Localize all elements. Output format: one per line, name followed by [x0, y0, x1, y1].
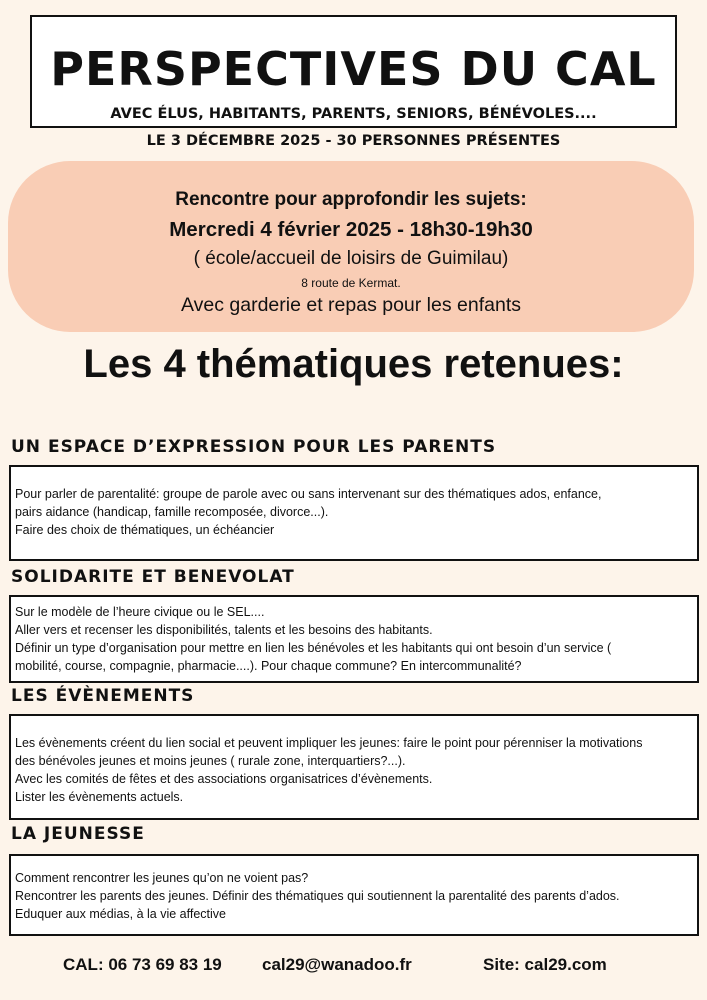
section-text-line: pairs aidance (handicap, famille recomposée, divorce...). [15, 505, 329, 519]
contact-phone: CAL: 06 73 69 83 19 [63, 955, 222, 974]
section-box-solidarite [9, 595, 699, 683]
section-text-line: Comment rencontrer les jeunes qu’on ne voient pas? [15, 871, 309, 885]
section-title-parents: UN ESPACE D’EXPRESSION POUR LES PARENTS [11, 437, 497, 457]
section-box-evenements [9, 714, 699, 820]
meeting-date: Mercredi 4 février 2025 - 18h30-19h30 [169, 218, 533, 241]
section-text-line: Avec les comités de fêtes et des associations organisatrices d’évènements. [15, 772, 433, 786]
section-text-line: Eduquer aux médias, à la vie affective [15, 907, 227, 921]
meeting-address: 8 route de Kermat. [301, 276, 401, 290]
section-text-line: Les évènements créent du lien social et peuvent impliquer les jeunes: faire le point pour pérenniser la motivations [15, 736, 643, 750]
contact-email[interactable]: cal29@wanadoo.fr [262, 955, 412, 974]
section-text-line: Faire des choix de thématiques, un échéancier [15, 523, 275, 537]
meeting-banner [8, 161, 694, 332]
section-box-parents [9, 465, 699, 561]
section-text-line: Pour parler de parentalité: groupe de parole avec ou sans intervenant sur des thématiques ados, enfance, [15, 487, 602, 501]
meeting-childcare: Avec garderie et repas pour les enfants [180, 294, 521, 316]
date-line: LE 3 DÉCEMBRE 2025 - 30 PERSONNES PRÉSENTES [146, 133, 561, 149]
section-text-line: mobilité, course, compagnie, pharmacie....). Pour chaque commune? En intercommunalité? [15, 659, 522, 673]
section-box-jeunesse [9, 854, 699, 936]
section-text-line: Rencontrer les parents des jeunes. Définir des thématiques qui soutiennent la parentalité des parents d’ados. [15, 889, 620, 903]
participants-subtitle: AVEC ÉLUS, HABITANTS, PARENTS, SENIORS, BÉNÉVOLES.... [110, 106, 597, 122]
section-text-line: Définir un type d’organisation pour mettre en lien les bénévoles et les habitants qui ont besoin d’un service ( [15, 641, 612, 655]
page-title: PERSPECTIVES DU CAL [50, 42, 657, 96]
section-text-line: des bénévoles jeunes et moins jeunes ( rurale zone, interquartiers?...). [15, 754, 406, 768]
section-title-evenements: LES ÉVÈNEMENTS [11, 686, 195, 706]
section-title-jeunesse: LA JEUNESSE [11, 824, 145, 844]
section-text-line: Sur le modèle de l’heure civique ou le SEL.... [15, 605, 265, 619]
section-text-line: Lister les évènements actuels. [15, 790, 184, 804]
contact-website[interactable]: Site: cal29.com [483, 955, 607, 974]
section-title-solidarite: SOLIDARITE ET BENEVOLAT [11, 567, 295, 587]
meeting-location: ( école/accueil de loisirs de Guimilau) [193, 248, 509, 269]
meeting-line-1: Rencontre pour approfondir les sujets: [175, 189, 527, 210]
themes-heading: Les 4 thématiques retenues: [83, 342, 624, 386]
section-text-line: Aller vers et recenser les disponibilités, talents et les besoins des habitants. [15, 623, 433, 637]
